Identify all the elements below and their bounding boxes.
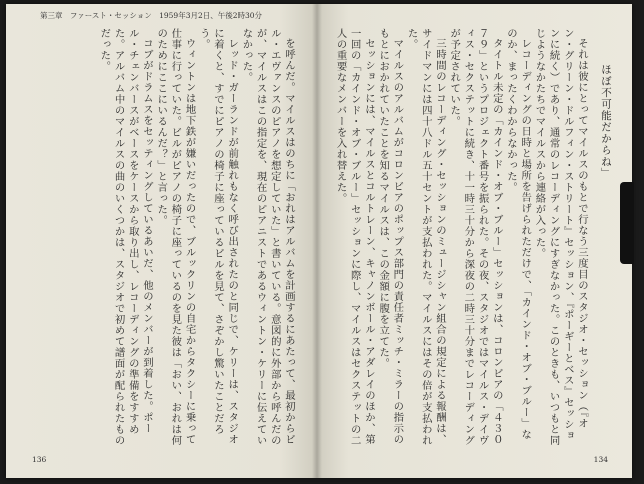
right-body-text <box>334 28 589 448</box>
paragraph: を呼んだ。マイルスはのちに「おれはアルバムを計画するにあたって、最初からビル・エヴァンスのピアノを想定していた」と書いている。意図的に外部から呼んだのが、マイルスはこの指定を、現在のピアニストであるウィントン・ケリーに伝えていなかった。 <box>240 28 295 446</box>
book-gutter <box>312 4 322 478</box>
right-page <box>317 4 632 478</box>
binder-clip <box>620 182 634 264</box>
paragraph: レッド・ガーランドが前触れもなく呼び出されたのと同じで、ケリーは、スタジオに着くと、すでにピアノの椅子に座っているビルを見て、さぞかし驚いたことだろう。 <box>197 28 239 446</box>
paragraph: マイルスのアルバムがコロンビアのポップス部門の責任者ミッチ・ミラーの指示のもとにおかれていたことを知るマイルスは、この金額に腹を立てた。 <box>377 28 404 446</box>
right-page-number: 134 <box>593 455 608 464</box>
header-chapter: 第三章 <box>40 11 63 20</box>
paragraph: ウィントンは地下鉄が嫌いだったので、ブルックリンの自宅からタクシーに乗って仕事に行っていた。ビルがピアノの椅子に座っているのを見た彼は「おい、おれは何のためにここにいるんだ？」と言った。 <box>155 28 196 446</box>
header-section: ファースト・セッション <box>69 11 152 20</box>
header-date: 1959年3月2日、午後2時30分 <box>159 11 263 20</box>
left-body-text <box>34 28 296 448</box>
left-page <box>6 4 317 478</box>
running-header <box>40 10 267 21</box>
paragraph: セッションには、マイルスとコルトレーン、キャノンボール・アダレイのほか、第一回の「カインド・オブ・ブルー」セッションに際し、マイルスはセクステットの二人の重要なメンバーを入れ替えた。 <box>334 28 375 446</box>
paragraph: 三時間のレコーディング・セッションのミュージシャン組合の規定による報酬は、サイドマンには四十八ドル五十セントが支払われた。マイルスにはその倍が支払われた。 <box>405 28 446 446</box>
paragraph: タイトル未定の「カインド・オブ・ブルー」セッションは、コロンビアの「４３０７９」というプロジェクト番号を振られた。その夜、スタジオではマイルス・デイヴィス・セクステットに続き、十一時三十分から深夜の二時三十分までレコーディングが予定されていた。 <box>448 28 503 446</box>
lead-quote: ほぼ不可能だからね」 <box>600 64 612 179</box>
paragraph: レコーディングの日時と場所を告げられただけで、「カインド・オブ・ブルー」なのか、まったくわからなかった。 <box>504 28 532 441</box>
open-book <box>6 4 632 478</box>
paragraph: コブがドラムスをセッティングしているあいだ、他のメンバーが到着した。ポール・チェンバースがベースをケースから取り出し、レコーディングの準備をすすめた。アルバム中のマイルスの曲のいくつかは、スタジオで初めて譜面が配られたものだった。 <box>98 28 153 446</box>
left-page-number: 136 <box>32 455 47 464</box>
paragraph: それは彼にとってマイルスのもとで行なう三度目のスタジオ・セッション（『オン・グリーン・ドルフィン・ストリート』セッション、『ポーギーとベス』セッションに続く）であり、通常のレコーディングにすぎなかった。このときも、いつもと同じようなかたちでマイルスから連絡が入った。 <box>533 28 588 446</box>
